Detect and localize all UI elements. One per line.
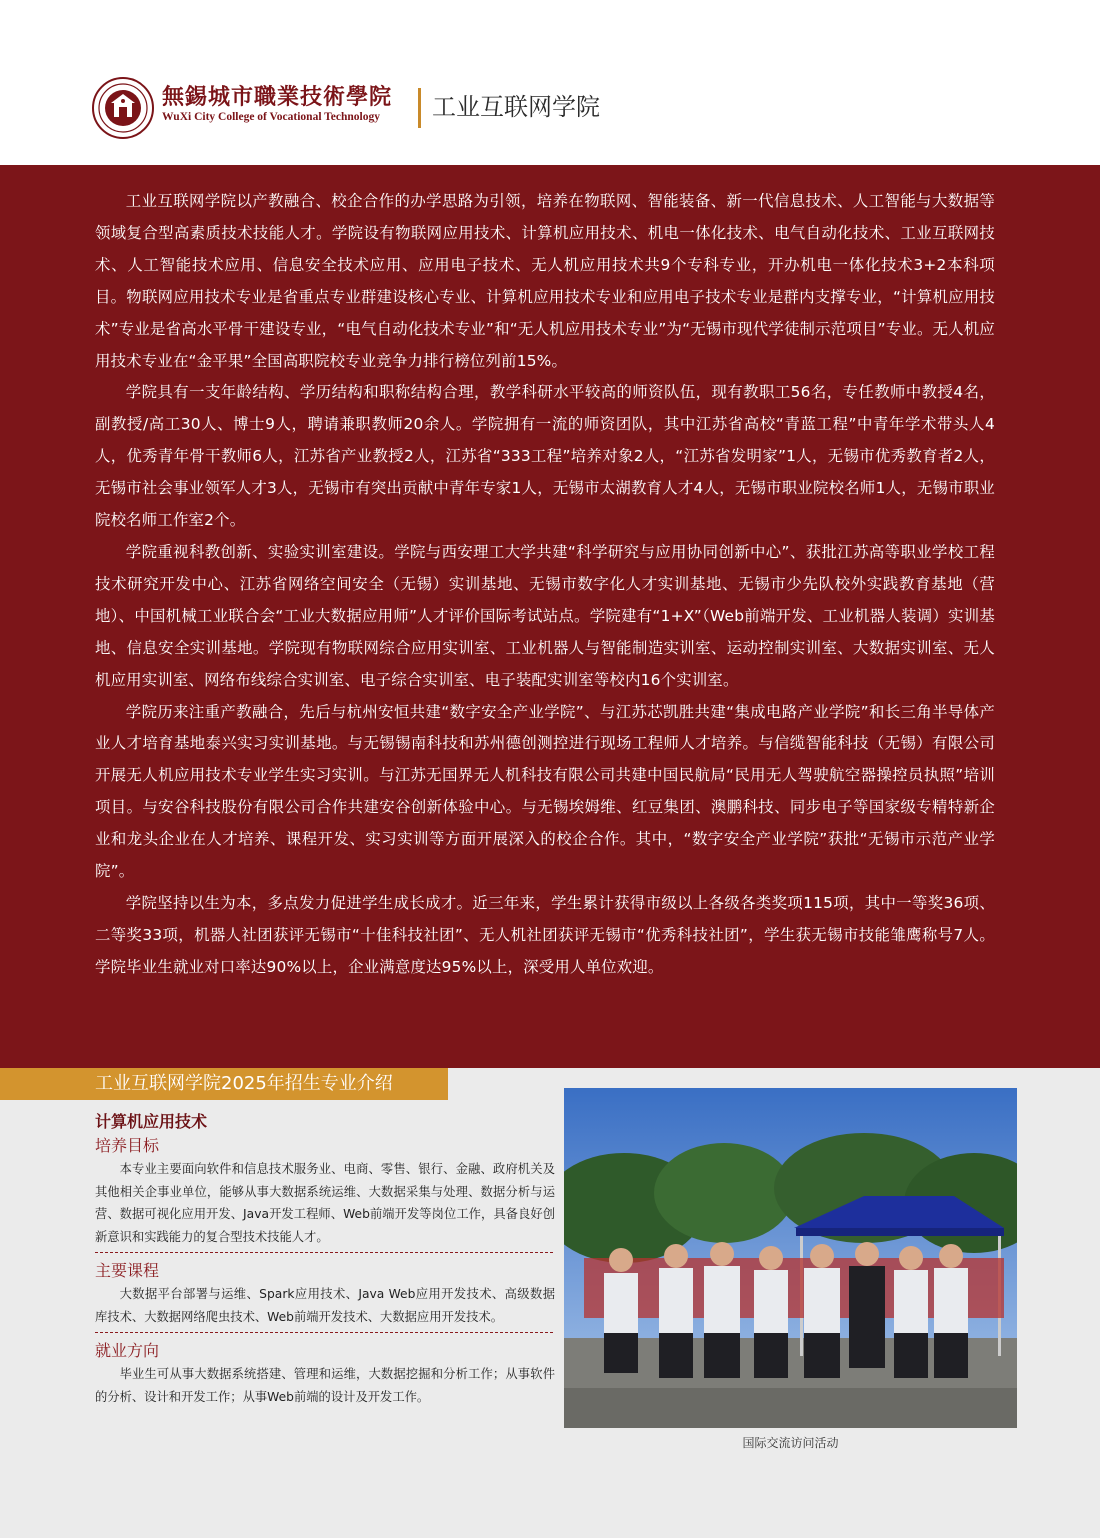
department-title: 工业互联网学院 <box>432 93 600 121</box>
intro-paragraph: 学院历来注重产教融合，先后与杭州安恒共建“数字安全产业学院”、与江苏芯凯胜共建“集成电路产业学院”和长三角半导体产业人才培育基地泰兴实习实训基地。与无锡锡南科技和苏州德创测控进行现场工程师人才培养。与信缆智能科技（无锡）有限公司开展无人机应用技术专业学生实习实训。与江苏无国界无人机科技有限公司共建中国民航局“民用无人驾驶航空器操控员执照”培训项目。与安谷科技股份有限公司合作共建安谷创新体验中心。与无锡埃姆维、红豆集团、澳鹏科技、同步电子等国家级专精特新企业和龙头企业在人才培养、课程开发、实习实训等方面开展深入的校企合作。其中，“数字安全产业学院”获批“无锡市示范产业学院”。 <box>95 702 995 881</box>
admissions-banner: 工业互联网学院2025年招生专业介绍 <box>0 1068 448 1100</box>
major-intro <box>95 1110 555 1412</box>
college-seal-logo <box>92 77 154 139</box>
college-name-cn: 無錫城市職業技術學院 <box>162 84 393 110</box>
intro-paragraph: 学院坚持以生为本，多点发力促进学生成长成才。近三年来，学生累计获得市级以上各级各类奖项115项，其中一等奖36项、二等奖33项，机器人社团获评无锡市“十佳科技社团”、无人机社团获评无锡市“优秀科技社团”，学生获无锡市技能雏鹰称号7人。学院毕业生就业对口率达90%以上，企业满意度达95%以上，深受用人单位欢迎。 <box>95 893 995 976</box>
section-body-goal: 本专业主要面向软件和信息技术服务业、电商、零售、银行、金融、政府机关及其他相关企事业单位，能够从事大数据系统运维、大数据采集与处理、数据分析与运营、数据可视化应用开发、Java开发工程师、Web前端开发等岗位工作，具备良好创新意识和实践能力的复合型技术技能人才。 <box>95 1162 555 1244</box>
section-body-career: 毕业生可从事大数据系统搭建、管理和运维，大数据挖掘和分析工作；从事软件的分析、设计和开发工作；从事Web前端的设计及开发工作。 <box>95 1367 555 1404</box>
dashed-divider <box>95 1252 553 1253</box>
section-title-goal: 培养目标 <box>95 1136 160 1155</box>
page-header <box>0 0 1100 165</box>
college-name-en: WuXi City College of Vocational Technology <box>162 111 380 123</box>
intro-paragraph: 学院重视科教创新、实验实训室建设。学院与西安理工大学共建“科学研究与应用协同创新中心”、获批江苏高等职业学校工程技术研究开发中心、江苏省网络空间安全（无锡）实训基地、无锡市数字化人才实训基地、无锡市少先队校外实践教育基地（营地）、中国机械工业联合会“工业大数据应用师”人才评价国际考试站点。学院建有“1+X”（Web前端开发、工业机器人装调）实训基地、信息安全实训基地。学院现有物联网综合应用实训室、工业机器人与智能制造实训室、运动控制实训室、大数据实训室、无人机应用实训室、网络布线综合实训室、电子综合实训室、电子装配实训室等校内16个实训室。 <box>95 542 995 689</box>
major-title: 计算机应用技术 <box>95 1112 208 1131</box>
photo-caption: 国际交流访问活动 <box>742 1436 839 1450</box>
intro-paragraph: 工业互联网学院以产教融合、校企合作的办学思路为引领，培养在物联网、智能装备、新一代信息技术、人工智能与大数据等领域复合型高素质技术技能人才。学院设有物联网应用技术、计算机应用技术、机电一体化技术、电气自动化技术、工业互联网技术、人工智能技术应用、信息安全技术应用、应用电子技术、无人机应用技术共9个专科专业，开办机电一体化技术3+2本科项目。物联网应用技术专业是省重点专业群建设核心专业、计算机应用技术专业和应用电子技术专业是群内支撑专业，“计算机应用技术”专业是省高水平骨干建设专业，“电气自动化技术专业”和“无人机应用技术专业”为“无锡市现代学徒制示范项目”专业。无人机应用技术专业在“金平果”全国高职院校专业竞争力排行榜位列前15%。 <box>95 192 995 370</box>
dashed-divider <box>95 1332 553 1333</box>
intro-paragraph: 学院具有一支年龄结构、学历结构和职称结构合理，教学科研水平较高的师资队伍，现有教职工56名，专任教师中教授4名，副教授/高工30人、博士9人，聘请兼职教师20余人。学院拥有一流的师资团队，其中江苏省高校“青蓝工程”中青年学术带头人4人，优秀青年骨干教师6人，江苏省产业教授2人，江苏省“333工程”培养对象2人，“江苏省发明家”1人，无锡市优秀教育者2人，无锡市社会事业领军人才3人，无锡市有突出贡献中青年专家1人，无锡市太湖教育人才4人，无锡市职业院校名师1人，无锡市职业院校名师工作室2个。 <box>95 383 995 530</box>
intro-panel <box>0 165 1100 1068</box>
section-body-courses: 大数据平台部署与运维、Spark应用技术、Java Web应用开发技术、高级数据库技术、大数据网络爬虫技术、Web前端开发技术、大数据应用开发技术。 <box>95 1287 555 1324</box>
college-name-block <box>162 84 412 124</box>
section-title-career: 就业方向 <box>95 1341 160 1360</box>
section-title-courses: 主要课程 <box>95 1261 160 1280</box>
header-divider <box>418 88 421 128</box>
group-photo <box>564 1088 1017 1428</box>
